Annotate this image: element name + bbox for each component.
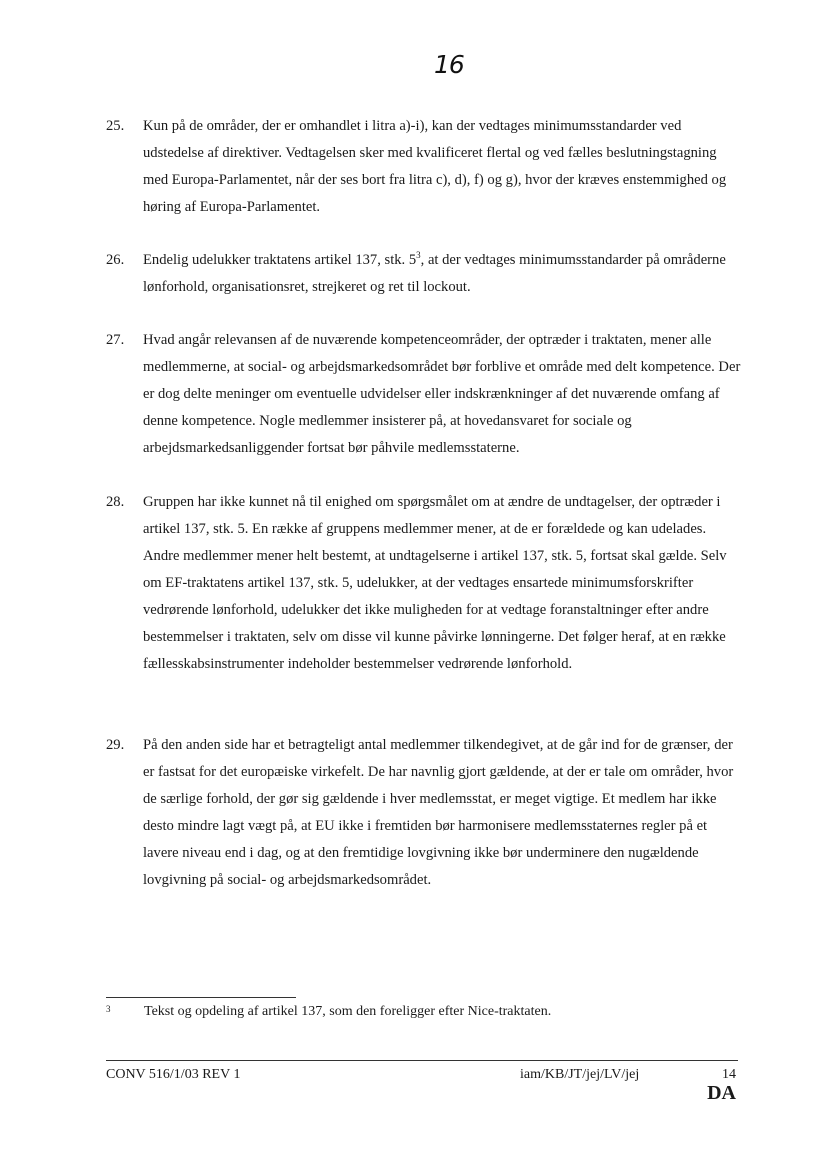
handwritten-page-mark: 16 xyxy=(434,50,464,79)
footnote-text: Tekst og opdeling af artikel 137, som den foreligger efter Nice-traktaten. xyxy=(144,1004,552,1019)
paragraph-text: Kun på de områder, der er omhandlet i litra a)-i), kan der vedtages minimumsstandarder ved udstedelse af direktiver. Vedtagelsen sker med kvalificeret flertal og ved fælles beslutningstagning med Europa-Parlamentet, når der ses bort fra litra c), d), f) og g), hvor der kræves enstemmighed og høring af Europa-Parlamentet. xyxy=(143,118,727,215)
footnote-mark: 3 xyxy=(106,1004,111,1014)
paragraph-text: Hvad angår relevansen af de nuværende kompetenceområder, der optræder i traktaten, mener alle medlemmerne, at social- og arbejdsmarkedsområdet bør forblive et område med delt kompetence. Der er dog delte meninger om eventuelle udvidelser eller indskrænkninger af det nuværende omfang af denne kompetence. Nogle medlemmer insisterer på, at hovedansvaret for sociale og arbejdsmarkedsanliggender fortsat bør påhvile medlemsstaterne. xyxy=(143,332,741,456)
paragraph-number: 27. xyxy=(106,332,125,348)
paragraph-29 xyxy=(106,732,746,894)
author-initials: iam/KB/JT/jej/LV/jej xyxy=(520,1067,640,1082)
paragraph-text: På den anden side har et betragteligt antal medlemmer tilkendegivet, at de går ind for de grænser, der er fastsat for det europæiske virkefelt. De har navnlig gjort gældende, at der er tale om områder, hvor de særlige forhold, der gør sig gældende i hver medlemsstat, er meget vigtige. Et medlem har ikke desto mindre lagt vægt på, at EU ikke i fremtiden bør harmonisere medlemsstaternes regler på et lavere niveau end i dag, og at den fremtidige lovgivning ikke bør underminere den nugældende lovgivning på social- og arbejdsmarkedsområdet. xyxy=(143,737,734,888)
paragraph-text xyxy=(143,247,743,301)
footnote-divider xyxy=(106,997,296,998)
language-code: DA xyxy=(707,1082,736,1104)
paragraph-25 xyxy=(106,113,746,221)
paragraph-text-part: Endelig udelukker traktatens artikel 137, stk. 5 xyxy=(143,252,417,268)
footer-divider xyxy=(106,1060,738,1061)
paragraph-27 xyxy=(106,327,746,462)
footnote xyxy=(106,1004,746,1020)
paragraph-28 xyxy=(106,489,746,678)
paragraph-number: 29. xyxy=(106,737,125,753)
document-reference: CONV 516/1/03 REV 1 xyxy=(106,1067,241,1082)
paragraph-text: Gruppen har ikke kunnet nå til enighed om spørgsmålet om at ændre de undtagelser, der optræder i artikel 137, stk. 5. En række af gruppens medlemmer mener, at de er forældede og kan udelades. Andre medlemmer mener helt bestemt, at undtagelserne i artikel 137, stk. 5, fortsat skal gælde. Selv om EF-traktatens artikel 137, stk. 5, udelukker, at der vedtages ensartede minimumsforskrifter vedrørende lønforhold, udelukker det ikke muligheden for at vedtage foranstaltninger efter andre bestemmelser i traktaten, selv om disse vil kunne påvirke lønningerne. Det følger heraf, at en række fællesskabsinstrumenter indeholder bestemmelser vedrørende lønforhold. xyxy=(143,494,727,672)
paragraph-number: 26. xyxy=(106,252,125,268)
paragraph-26 xyxy=(106,247,746,301)
footnote-reference: 3 xyxy=(416,250,421,261)
page-number: 14 xyxy=(722,1067,736,1082)
paragraph-number: 28. xyxy=(106,494,125,510)
paragraph-number: 25. xyxy=(106,118,125,134)
paragraph-text-part: , at der vedtages minimumsstandarder på områderne lønforhold, organisationsret, strejkeret og ret til lockout. xyxy=(143,252,726,295)
